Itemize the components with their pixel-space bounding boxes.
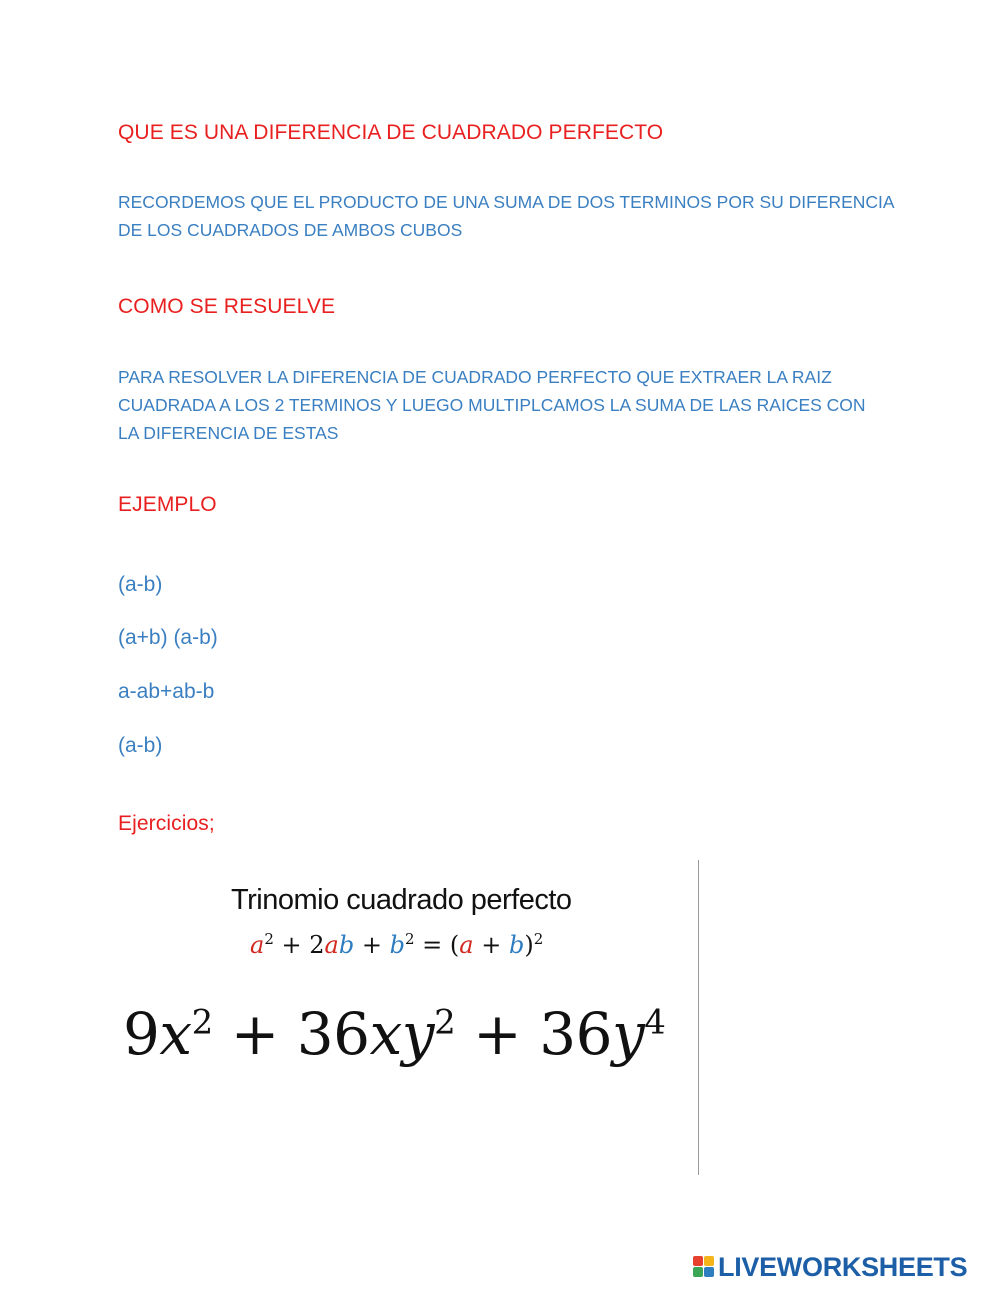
example-line: (a-b): [118, 573, 163, 596]
liveworksheets-logo: [693, 1252, 967, 1282]
paragraph-definition-line: RECORDEMOS QUE EL PRODUCTO DE UNA SUMA DE DOS TERMINOS POR SU DIFERENCIA: [118, 192, 895, 212]
paragraph-definition: [118, 188, 898, 244]
paragraph-method-line: CUADRADA A LOS 2 TERMINOS Y LUEGO MULTIPLCAMOS LA SUMA DE LAS RAICES CON: [118, 395, 866, 415]
exercise-problem: $9x^2 + 36xy^2 + 36y^4$: [123, 1000, 666, 1068]
heading-exercises: Ejercicios;: [118, 812, 215, 835]
heading-example: EJEMPLO: [118, 493, 217, 516]
exercise-border-line: [698, 860, 699, 1175]
example-line: (a+b) (a-b): [118, 626, 218, 649]
exercise-title: Trinomio cuadrado perfecto: [231, 884, 572, 916]
paragraph-method-line: LA DIFERENCIA DE ESTAS: [118, 423, 339, 443]
paragraph-method: [118, 363, 898, 447]
heading-how-to-solve: COMO SE RESUELVE: [118, 295, 336, 318]
logo-blocks-icon: [693, 1256, 715, 1278]
example-line: (a-b): [118, 734, 163, 757]
heading-what-is: QUE ES UNA DIFERENCIA DE CUADRADO PERFECTO: [118, 121, 664, 144]
logo-text: LIVEWORKSHEETS: [718, 1251, 968, 1282]
paragraph-definition-line: DE LOS CUADRADOS DE AMBOS CUBOS: [118, 220, 463, 240]
trinomial-identity: $a^2 + 2ab + b^2 = (a + b)^2$: [250, 930, 544, 959]
exercise-figure: [118, 860, 698, 1175]
example-line: a-ab+ab-b: [118, 680, 215, 703]
paragraph-method-line: PARA RESOLVER LA DIFERENCIA DE CUADRADO PERFECTO QUE EXTRAER LA RAIZ: [118, 367, 832, 387]
